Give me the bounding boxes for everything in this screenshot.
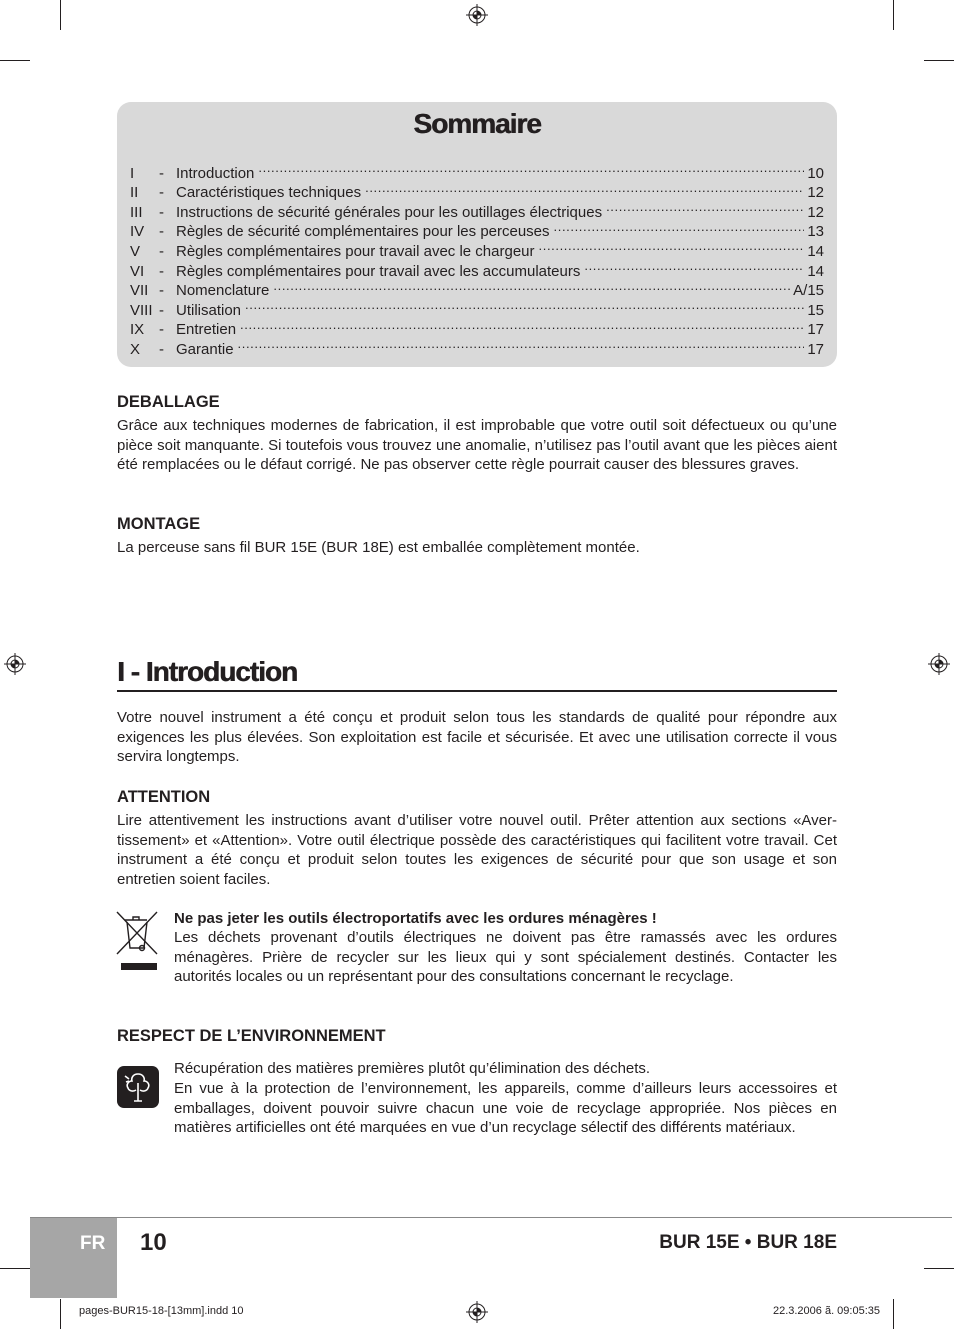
toc-label: Instructions de sécurité générales pour les outillages électriques — [176, 203, 603, 221]
toc-label: Introduction — [176, 164, 255, 182]
toc-page: 10 — [807, 164, 824, 182]
language-tab — [30, 1218, 117, 1298]
toc-page: 14 — [807, 242, 824, 260]
section-title-rule — [117, 690, 837, 692]
toc-entry[interactable]: X - Garantie ..... 17 — [130, 334, 824, 354]
toc-label: Utilisation — [176, 301, 242, 319]
crop-mark — [924, 1268, 954, 1269]
toc-number: III — [130, 203, 143, 221]
crop-mark — [0, 1268, 30, 1269]
montage-heading: MONTAGE — [117, 515, 201, 533]
crop-mark — [893, 1299, 894, 1329]
toc-label: Entretien — [176, 321, 237, 339]
slug-date: 22.3.2006 ã. 09:05:35 — [772, 1305, 880, 1317]
toc-label: Garantie — [176, 340, 234, 358]
toc-entry[interactable]: IV - Règles de sécurité complémentaires pour les perceuses ..... 13 — [130, 217, 824, 237]
toc-number: I — [130, 164, 135, 182]
toc-number: VI — [130, 262, 145, 280]
weee-warning: Ne pas jeter les outils électroportatifs avec les ordures ménagères ! — [174, 910, 657, 927]
section-title: I - Introduction — [117, 656, 297, 687]
page-number: 10 — [140, 1229, 167, 1256]
toc-number: X — [130, 340, 141, 358]
registration-mark-icon — [466, 4, 488, 26]
toc-number: V — [130, 242, 141, 260]
model-name: BUR 15E • BUR 18E — [659, 1232, 837, 1253]
toc-entry[interactable]: VI - Règles complémentaires pour travail avec les accumulateurs ..... 14 — [130, 256, 824, 276]
toc-page: 15 — [807, 301, 824, 319]
crop-mark — [60, 0, 61, 30]
crop-mark — [60, 1299, 61, 1329]
toc-page: 17 — [807, 340, 824, 358]
attention-heading: ATTENTION — [117, 788, 211, 806]
toc-entry[interactable]: VII - Nomenclature ..... A/15 — [130, 276, 824, 296]
toc-number: II — [130, 184, 139, 202]
toc-page: 14 — [807, 262, 824, 280]
crop-mark — [893, 0, 894, 30]
footer-rule — [30, 1217, 952, 1218]
toc-entry[interactable]: I - Introduction ..... 10 — [130, 158, 824, 178]
slug-file: pages-BUR15-18-[13mm].indd 10 — [79, 1305, 244, 1317]
environment-text: En vue à la protection de l’environnement, les appareils, comme d’ailleurs leurs accessoires et emballages, doivent pouvoir suivre chacun une voie de recyclage appropriée. Nos pièces en matières artificielles ont été marquées en vue d’un recyclage sélectif des différents matériaux. — [174, 1080, 837, 1137]
language-label: FR — [80, 1233, 106, 1254]
toc-label: Règles complémentaires pour travail avec le chargeur — [176, 242, 535, 260]
toc-entry[interactable]: VIII - Utilisation ..... 15 — [130, 295, 824, 315]
toc-number: IX — [130, 321, 145, 339]
toc-label: Règles complémentaires pour travail avec les accumulateurs — [176, 262, 581, 280]
table-of-contents — [117, 102, 837, 367]
attention-text: Lire attentivement les instructions avant d’utiliser votre nouvel outil. Prêter attention aux sections «Aver-tissement» et «Attention». Votre outil électrique possède des caractéristiques qui facilitent votre travail. Cet instrument a été conçu et produit selon toutes les exigences de sécurité pour que son usage et son entretien soient faciles. — [117, 812, 837, 889]
intro-text: Votre nouvel instrument a été conçu et produit selon tous les standards de qualité pour répondre aux exigences les plus élevées. Son exploitation est facile et sécurisée. Et avec une utilisation correcte il vous servira longtemps. — [117, 709, 837, 766]
toc-entry[interactable]: II - Caractéristiques techniques ..... 12 — [130, 178, 824, 198]
tree-recycle-icon — [117, 1066, 159, 1108]
toc-label: Nomenclature — [176, 282, 270, 300]
crop-mark — [0, 60, 30, 61]
toc-entry[interactable]: IX - Entretien ..... 17 — [130, 315, 824, 335]
toc-page: 17 — [807, 321, 824, 339]
toc-page: 12 — [807, 203, 824, 221]
toc-number: VII — [130, 282, 149, 300]
toc-number: IV — [130, 223, 145, 241]
environment-heading: RESPECT DE L’ENVIRONNEMENT — [117, 1027, 386, 1045]
toc-list — [130, 158, 824, 358]
toc-title: Sommaire — [413, 108, 541, 139]
toc-label: Règles de sécurité complémentaires pour les perceuses — [176, 223, 550, 241]
toc-label: Caractéristiques techniques — [176, 184, 362, 202]
montage-text: La perceuse sans fil BUR 15E (BUR 18E) est emballée complètement montée. — [117, 539, 640, 556]
toc-entry[interactable]: V - Règles complémentaires pour travail avec le chargeur ..... 14 — [130, 236, 824, 256]
toc-entry[interactable]: III - Instructions de sécurité générales pour les outillages électriques ..... 12 — [130, 197, 824, 217]
registration-mark-icon — [466, 1301, 488, 1323]
toc-number: VIII — [130, 301, 153, 319]
toc-page: 13 — [807, 223, 824, 241]
crossed-bin-icon — [115, 908, 159, 972]
crop-mark — [924, 60, 954, 61]
registration-mark-icon — [928, 653, 950, 675]
toc-page: 12 — [807, 184, 824, 202]
deballage-heading: DEBALLAGE — [117, 393, 220, 411]
registration-mark-icon — [4, 653, 26, 675]
toc-page: A/15 — [793, 282, 824, 300]
deballage-text: Grâce aux techniques modernes de fabrication, il est improbable que votre outil soit défectueux ou qu’une pièce soit manquante. Si toutefois vous trouvez une anomalie, n’utilisez pas l’outil avant que les pièces aient été remplacées ou le défaut corrigé. Ne pas observer cette règle pourrait causer des blessures graves. — [117, 417, 837, 474]
environment-line: Récupération des matières premières plutôt qu’élimination des déchets. — [174, 1060, 651, 1077]
weee-text: Les déchets provenant d’outils électriques ne doivent pas être ramassés avec les ordures ménagères. Prière de recycler sur les lieux qui y sont spécialement destinés. Contacter les autorités locales ou un représentant pour des consultations concernant le recyclage. — [174, 929, 837, 986]
